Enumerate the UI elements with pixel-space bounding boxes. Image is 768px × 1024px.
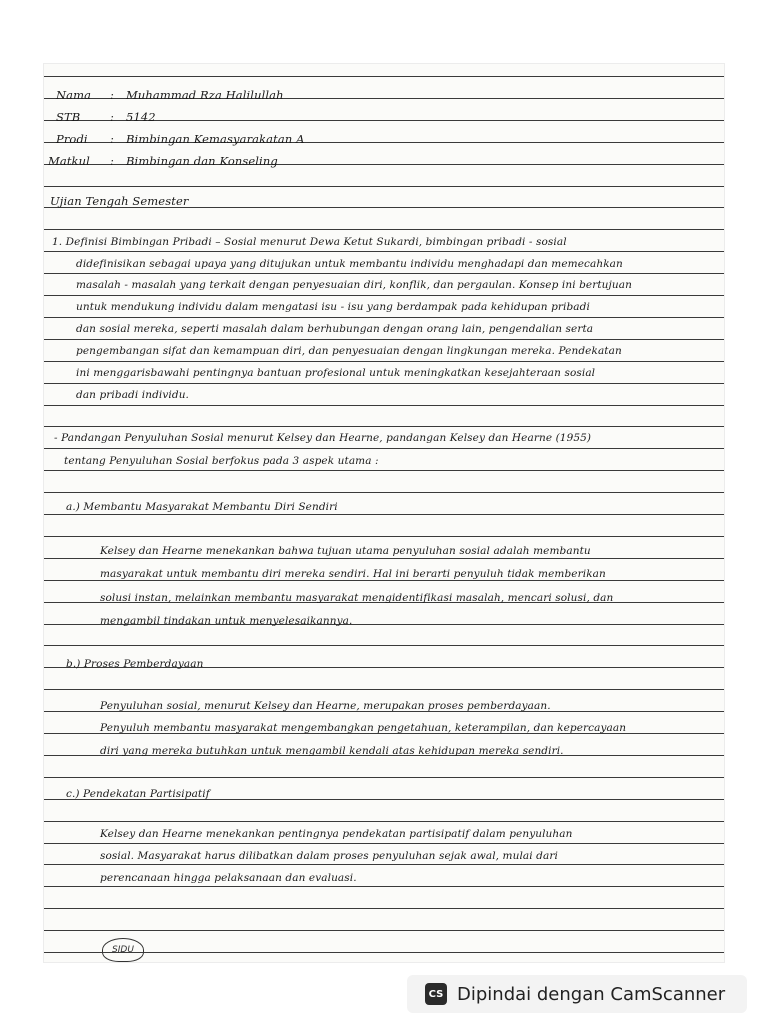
section1-line: ini menggarisbawahi pentingnya bantuan profesional untuk meningkatkan kesejahteraan sosial [76,367,596,379]
point-c-line: sosial. Masyarakat harus dilibatkan dalam proses penyuluhan sejak awal, mulai dari [100,850,558,862]
point-b-line: Penyuluhan sosial, menurut Kelsey dan Hearne, merupakan proses pemberdayaan. [100,700,551,712]
paper-rule-line [44,251,724,252]
section1-line: 1. Definisi Bimbingan Pribadi – Sosial menurut Dewa Ketut Sukardi, bimbingan pribadi - sosial [52,236,567,248]
stb-value: 5142 [126,110,156,124]
matkul-label: Matkul [48,154,90,168]
matkul-row: Matkul : Bimbingan dan Konseling [48,154,278,168]
stb-row: STB : 5142 [56,110,156,124]
point-c-line: Kelsey dan Hearne menekankan pentingnya pendekatan partisipatif dalam penyuluhan [100,828,573,840]
paper-rule-line [44,558,724,559]
point-a-line: masyarakat untuk membantu diri mereka sendiri. Hal ini berarti penyuluh tidak memberikan [100,568,606,580]
point-a-line: Kelsey dan Hearne menekankan bahwa tujuan utama penyuluhan sosial adalah membantu [100,545,591,557]
section1-line: masalah - masalah yang terkait dengan penyesuaian diri, konflik, dan pergaulan. Konsep ini bertujuan [76,279,632,291]
paper-rule-line [44,426,724,427]
paper-brand-logo: SIDU [102,938,144,962]
lined-paper [44,64,724,962]
name-value: Muhammad Rza Halilullah [126,88,284,102]
paper-rule-line [44,186,724,187]
section2-line: tentang Penyuluhan Sosial berfokus pada 3 aspek utama : [64,455,379,467]
section1-line: untuk mendukung individu dalam mengatasi isu - isu yang berdampak pada kehidupan pribadi [76,301,590,313]
point-a-line: solusi instan, melainkan membantu masyarakat mengidentifikasi masalah, mencari solusi, dan [100,592,614,604]
point-c-line: perencanaan hingga pelaksanaan dan evaluasi. [100,872,357,884]
paper-rule-line [44,821,724,822]
section2-line: - Pandangan Penyuluhan Sosial menurut Kelsey dan Hearne, pandangan Kelsey dan Hearne (1955) [54,432,592,444]
page-title: Ujian Tengah Semester [50,194,189,208]
section1-line: didefinisikan sebagai upaya yang ditujukan untuk membantu individu menghadapi dan memecahkan [76,258,623,270]
point-b-line: diri yang mereka butuhkan untuk mengambil kendali atas kehidupan mereka sendiri. [100,745,564,757]
name-row: Nama : Muhammad Rza Halilullah [56,88,284,102]
paper-rule-line [44,405,724,406]
paper-rule-line [44,908,724,909]
paper-rule-line [44,229,724,230]
paper-rule-line [44,470,724,471]
prodi-label: Prodi [56,132,88,146]
point-a-heading: a.) Membantu Masyarakat Membantu Diri Sendiri [66,501,338,513]
paper-rule-line [44,361,724,362]
paper-rule-line [44,777,724,778]
name-label: Nama [56,88,92,102]
camscanner-icon: CS [425,983,447,1005]
prodi-row: Prodi : Bimbingan Kemasyarakatan A [56,132,305,146]
camscanner-label: Dipindai dengan CamScanner [457,983,726,1005]
matkul-value: Bimbingan dan Konseling [126,154,278,168]
paper-rule-line [44,448,724,449]
paper-rule-line [44,864,724,865]
point-a-line: mengambil tindakan untuk menyelesaikannya. [100,615,353,627]
paper-rule-line [44,843,724,844]
point-b-heading: b.) Proses Pemberdayaan [66,658,204,670]
paper-rule-line [44,492,724,493]
paper-rule-line [44,886,724,887]
paper-rule-line [44,514,724,515]
paper-rule-line [44,930,724,931]
paper-rule-line [44,295,724,296]
paper-rule-line [44,952,724,953]
section1-line: dan pribadi individu. [76,389,189,401]
point-b-line: Penyuluh membantu masyarakat mengembangkan pengetahuan, keterampilan, dan kepercayaan [100,722,627,734]
paper-rule-line [44,645,724,646]
prodi-value: Bimbingan Kemasyarakatan A [126,132,305,146]
paper-rule-line [44,317,724,318]
paper-rule-line [44,689,724,690]
stb-label: STB [56,110,81,124]
camscanner-watermark [407,975,747,1013]
point-c-heading: c.) Pendekatan Partisipatif [66,788,210,800]
paper-rule-line [44,339,724,340]
section1-line: pengembangan sifat dan kemampuan diri, dan penyesuaian dengan lingkungan mereka. Pendekatan [76,345,622,357]
paper-rule-line [44,536,724,537]
section1-line: dan sosial mereka, seperti masalah dalam berhubungan dengan orang lain, pengendalian serta [76,323,594,335]
paper-rule-line [44,383,724,384]
paper-rule-line [44,273,724,274]
paper-rule-line [44,76,724,77]
